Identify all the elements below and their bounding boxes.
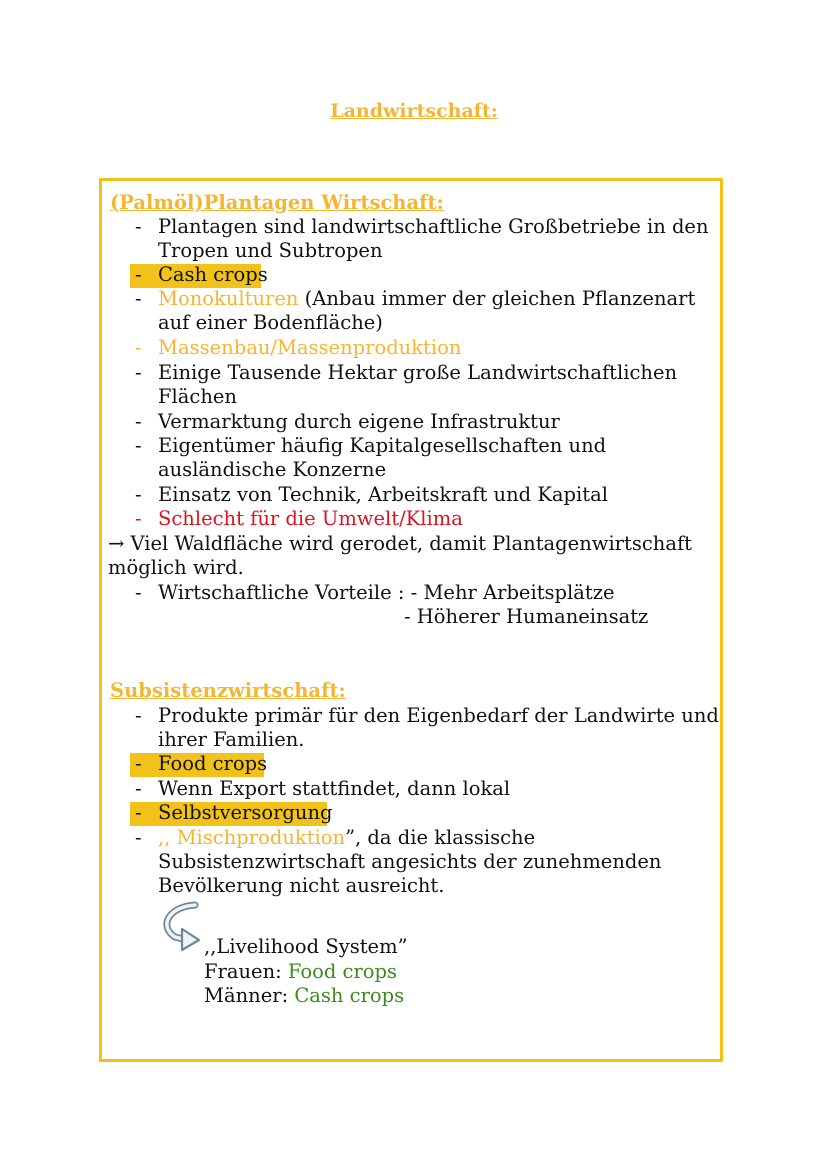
note-text: → Viel Waldfläche wird gerodet, damit Plantagenwirtschaft [108, 532, 693, 555]
content-box: (Palmöl)Plantagen Wirtschaft: - Plantagen sind landwirtschaftliche Großbetriebe in den Tropen und Subtropen - Cash crops - Monokulturen (Anbau immer der gleichen Pflanzenart auf einer Bodenfläche) - Massenbau/Massenproduktion - Einige Tausende Hektar große Landwirtschaftlichen Flächen - Vermarktung durch eigene Infrastruktur - Eigentümer häufig Kapitalgesellschaften und ausländische Konzerne - Einsatz von Technik, Arbeitskraft und Kapital - Schlecht für die Umwelt/Klima → Viel Waldfläche wird gerodet, damit Plantagenwirtschaft möglich wird. - Wirtschaftliche Vorteile : - Mehr Arbeitsplätze - Höherer Humaneinsatz Subsistenzwirtschaft: - Produkte primär für den Eigenbedarf der Landwirte und ihrer Familien. - Food crops - Wenn Export stattfindet, dann lokal - Selbstversorgung - ,, Mischproduktion”, da die klassische Subsistenzwirtschaft angesichts der zunehmenden Bevölkerung nicht ausreicht. ,,Livelihood System” Frauen: Food crops Männer: Cash crops [99, 178, 723, 1062]
women-row: Frauen: Food crops [204, 960, 398, 983]
men-row: Männer: Cash crops [204, 984, 405, 1007]
subsistence-heading: Subsistenzwirtschaft: [110, 679, 346, 702]
note-text: möglich wird. [108, 556, 244, 579]
benefit-item: - Höherer Humaneinsatz [404, 605, 649, 628]
livelihood-title: ,,Livelihood System” [204, 935, 408, 958]
page-title: Landwirtschaft: [330, 100, 498, 122]
curved-arrow-icon [157, 901, 205, 953]
plantation-heading: (Palmöl)Plantagen Wirtschaft: [110, 191, 444, 214]
